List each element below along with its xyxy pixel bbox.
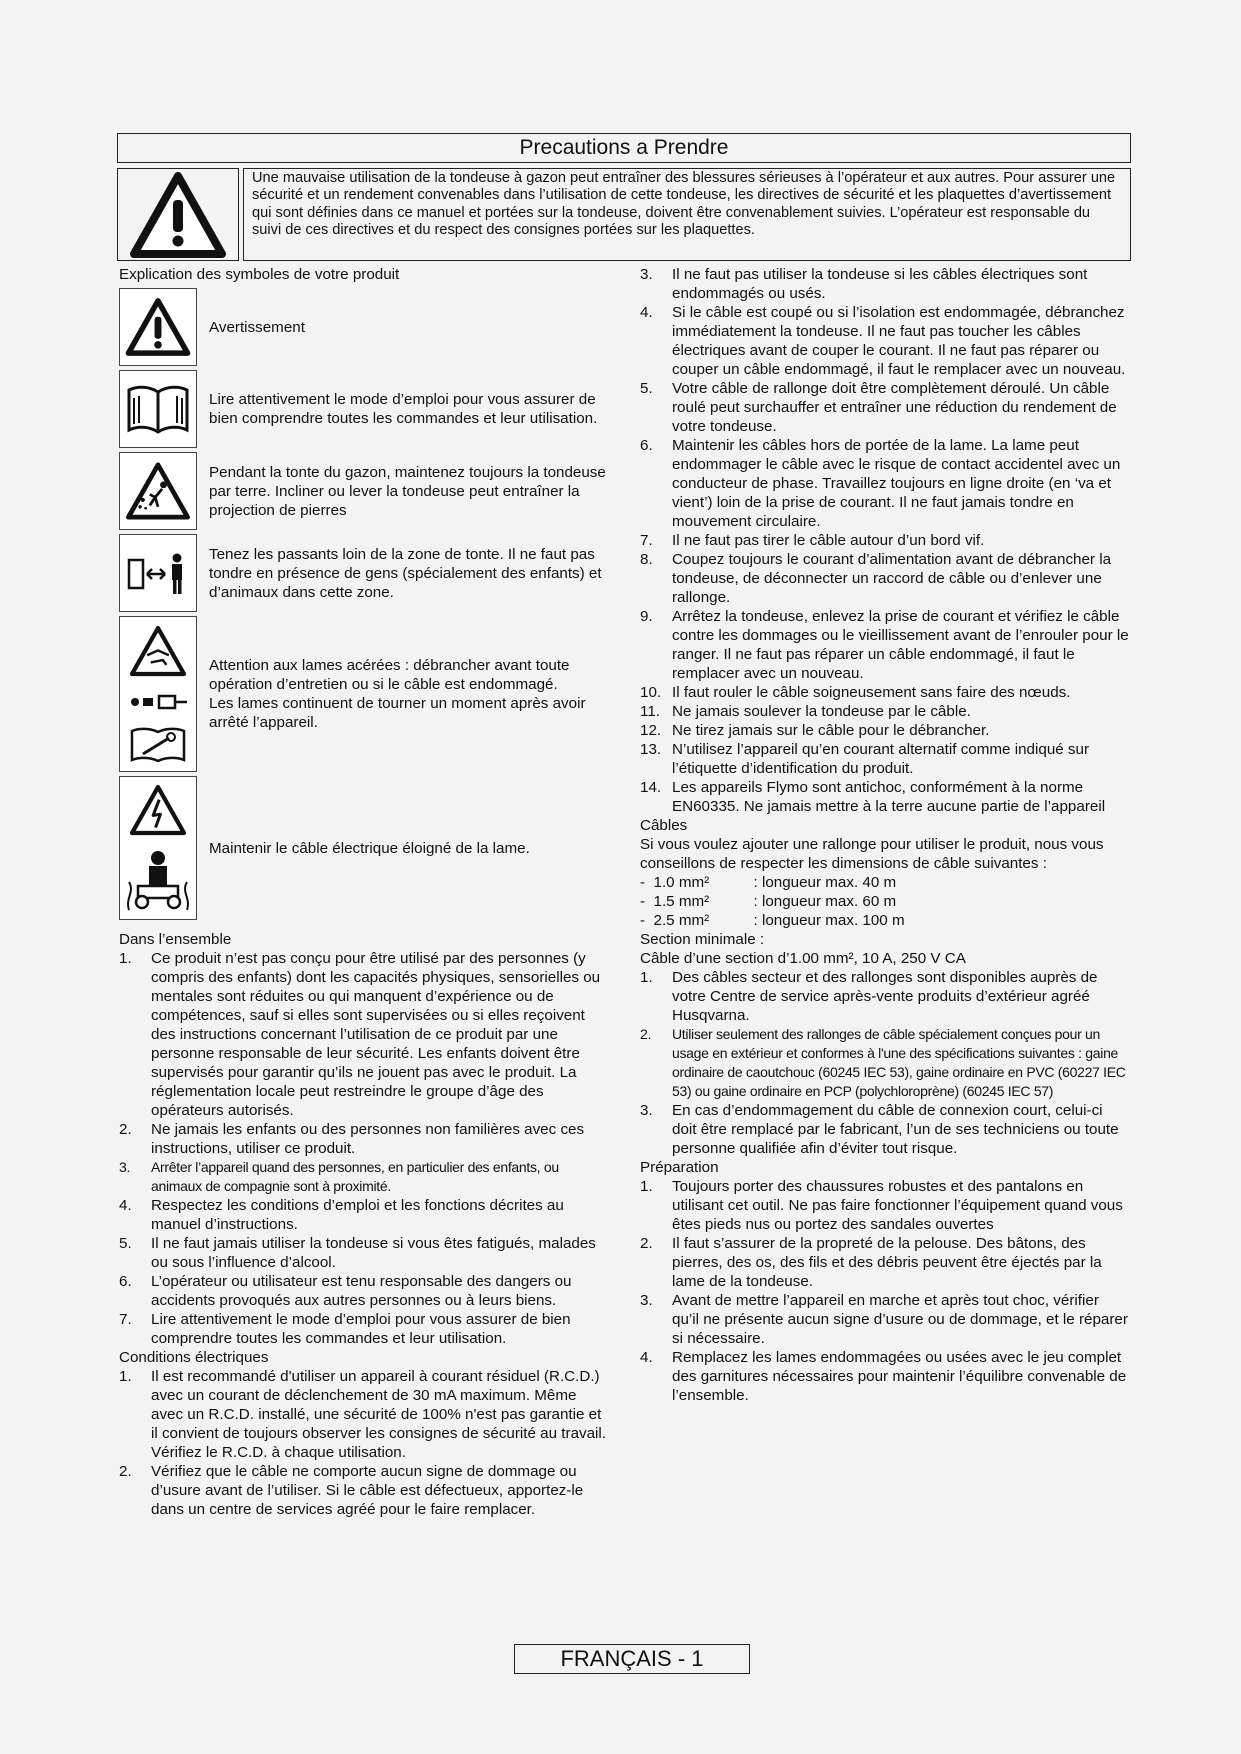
symbols-heading: Explication des symboles de votre produit — [119, 266, 400, 283]
symbol-text-main: Tenez les passants loin de la zone de tonte. Il ne faut pas tondre en présence de gens (spécialement des enfants) et d’animaux dans cette zone. — [209, 545, 602, 601]
list-item: 12. Ne tirez jamais sur le câble pour le débrancher. — [640, 722, 990, 739]
symbol-text — [199, 656, 609, 732]
warning-triangle-icon — [130, 172, 226, 258]
right-column — [640, 265, 1130, 1405]
list-item: 2. Vérifiez que le câble ne comporte aucun signe de dommage ou d’usure avant de l’utiliser. Si le câble est défectueux, apportez-le dans un centre de services agréé pour le faire remplacer. — [119, 1463, 584, 1518]
manual-book-icon — [125, 382, 191, 436]
list-item: 8. Coupez toujours le courant d’alimentation avant de débrancher la tondeuse, de déconnecter un raccord de câble ou d’enlever une rallonge. — [640, 551, 1112, 606]
left-column — [119, 265, 609, 1519]
list-item: 5. Il ne faut jamais utiliser la tondeuse si vous êtes fatigués, malades ou sous l’influence d’alcool. — [119, 1235, 596, 1271]
list-item: 9. Arrêtez la tondeuse, enlevez la prise de courant et vérifiez le câble contre les dommages ou le vieillissement avant de l’enrouler pour le ranger. Il ne faut pas réparer un câble endommagé, il faut le remplacer avec un nouveau. — [640, 608, 1129, 682]
list-item: 7. Lire attentivement le mode d’emploi pour vous assurer de bien comprendre toutes les commandes et leur utilisation. — [119, 1311, 571, 1347]
symbol-text: Lire attentivement le mode d’emploi pour vous assurer de bien comprendre toutes les commandes et leur utilisation. — [209, 391, 598, 427]
symbol-row — [119, 370, 609, 448]
symbol-row — [119, 776, 609, 920]
cables-heading: Câbles — [640, 817, 688, 834]
cable-spec-row: - 1.0 mm² : longueur max. 40 m — [640, 874, 897, 891]
main-warning-icon-box — [117, 168, 239, 261]
list-item: 2. Utiliser seulement des rallonges de câble spécialement conçues pour un usage en extérieur et conformes à l'une des spécifications suivantes : gaine ordinaire de caoutchouc (60245 IEC 53), gaine ordinaire en PVC (60227 IEC 53) ou gaine ordinaire en PCP (polychloroprène) (60245 IEC 57) — [640, 1026, 1126, 1099]
symbol-text-main: Attention aux lames acérées : débrancher avant toute opération d’entretien ou si le câble est endommagé. — [209, 657, 570, 693]
list-item: 2. Ne jamais les enfants ou des personnes non familières avec ces instructions, utiliser ce produit. — [119, 1121, 585, 1157]
list-item: 4. Si le câble est coupé ou si l’isolation est endommagée, débranchez immédiatement la tondeuse. Il ne faut pas toucher les câbles électriques avant de couper le courant. Il ne faut pas réparer ou couper un câble endommagé, il faut le remplacer avec un nouveau. — [640, 304, 1126, 378]
page-footer: FRANÇAIS - 1 — [514, 1644, 750, 1674]
list-item: 1. Toujours porter des chaussures robustes et des pantalons en utilisant cet outil. Ne pas faire fonctionner l’équipement quand vous êtes pieds nus ou portez des sandales ouvertes — [640, 1178, 1123, 1233]
symbol-text: Maintenir le câble électrique éloigné de la lame. — [209, 839, 530, 857]
symbol-row — [119, 534, 609, 612]
general-heading: Dans l’ensemble — [119, 931, 232, 948]
symbol-text: Avertissement — [209, 318, 305, 336]
list-item: 4. Respectez les conditions d’emploi et les fonctions décrites au manuel d’instructions. — [119, 1197, 564, 1233]
list-item: 4. Remplacez les lames endommagées ou usées avec le jeu complet des garnitures nécessaires pour maintenir l’équilibre convenable de l’ensemble. — [640, 1349, 1127, 1404]
cable-spec-row: - 1.5 mm² : longueur max. 60 m — [640, 893, 897, 910]
section-text: Câble d’une section d’1.00 mm², 10 A, 250 V CA — [640, 950, 966, 967]
symbol-text-secondary: Les lames continuent de tourner un moment après avoir arrêté l’appareil. — [209, 695, 586, 731]
list-item: 11. Ne jamais soulever la tondeuse par le câble. — [640, 703, 971, 720]
list-item: 1. Il est recommandé d'utiliser un appareil à courant résiduel (R.C.D.) avec un courant de déclenchement de 30 mA maximum. Même avec un R.C.D. installé, une sécurité de 100% n'est pas garantie et il convient de toujours observer les consignes de sécurité au travail. Vérifiez le R.C.D. à chaque utilisation. — [119, 1368, 607, 1461]
prep-list — [640, 1177, 1130, 1405]
list-item: 7. Il ne faut pas tirer le câble autour d’un bord vif. — [640, 532, 985, 549]
section-heading: Section minimale : — [640, 931, 765, 948]
cables-intro: Si vous voulez ajouter une rallonge pour utiliser le produit, nous vous conseillons de respecter les dimensions de câble suivantes : — [640, 836, 1104, 872]
prep-heading: Préparation — [640, 1159, 719, 1176]
symbol-text — [199, 545, 609, 602]
thrown-objects-icon — [125, 461, 191, 521]
cable-away-from-blade-icon — [123, 848, 193, 914]
list-item: 5. Votre câble de rallonge doit être complètement déroulé. Un câble roulé peut surchauffer et entraîner une réduction du rendement de votre tondeuse. — [640, 380, 1117, 435]
general-list — [119, 949, 609, 1348]
symbol-row — [119, 452, 609, 530]
page-title: Precautions a Prendre — [117, 133, 1131, 163]
symbol-row — [119, 288, 609, 366]
list-item: 3. Arrêter l’appareil quand des personnes, en particulier des enfants, ou animaux de compagnie sont à proximité. — [119, 1159, 559, 1194]
list-item: 3. Avant de mettre l’appareil en marche et après tout choc, vérifier qu’il ne présente aucun signe d’usure ou de dommage, et le réparer si nécessaire. — [640, 1292, 1128, 1347]
electric-heading: Conditions électriques — [119, 1349, 269, 1366]
list-item: 1. Des câbles secteur et des rallonges sont disponibles auprès de votre Centre de service après-vente produits d’extérieur agréé Husqvarna. — [640, 969, 1098, 1024]
cable-spec-row: - 2.5 mm² : longueur max. 100 m — [640, 912, 905, 929]
section-list — [640, 968, 1130, 1158]
warning-triangle-icon — [125, 297, 191, 357]
list-item: 3. Il ne faut pas utiliser la tondeuse si les câbles électriques sont endommagés ou usés. — [640, 266, 1088, 302]
list-item: 2. Il faut s’assurer de la propreté de la pelouse. Des bâtons, des pierres, des os, des fils et des débris peuvent être éjectés par la lame de la tondeuse. — [640, 1235, 1102, 1290]
electric-list-part1 — [119, 1367, 609, 1519]
electric-hazard-icon — [129, 783, 187, 837]
maintenance-manual-icon — [129, 726, 187, 764]
symbol-text: Pendant la tonte du gazon, maintenez toujours la tondeuse par terre. Incliner ou lever la tondeuse peut entraîner la projection de pierres — [209, 463, 606, 519]
list-item: 6. Maintenir les câbles hors de portée de la lame. La lame peut endommager le câble avec le risque de contact accidentel avec un conducteur de phase. Travaillez toujours en ligne droite (en ‘va et vient’) loin de la prise de courant. Il ne faut jamais tondre en mouvement circulaire. — [640, 437, 1121, 530]
list-item: 13. N’utilisez l’appareil qu’en courant alternatif comme indiqué sur l’étiquette d’identification du produit. — [640, 741, 1090, 777]
list-item: 14. Les appareils Flymo sont antichoc, conformément à la norme EN60335. Ne jamais mettre à la terre aucune partie de l’appareil — [640, 779, 1106, 815]
intro-text: Une mauvaise utilisation de la tondeuse à gazon peut entraîner des blessures sérieuses à l’opérateur et aux autres. Pour assurer une sécurité et un rendement convenables dans l’utilisation de cette tondeuse, les directives de sécurité et les plaquettes d’avertissement qui sont définies dans ce manuel et portées sur la tondeuse, doivent être convenablement suivies. L’opérateur est responsable du suivi de ces directives et du respect des consignes portées sur les plaquettes. — [243, 168, 1131, 261]
list-item: 1. Ce produit n’est pas conçu pour être utilisé par des personnes (y compris des enfants) dont les capacités physiques, sensorielles ou mentales sont réduites ou qui manquent d’expérience ou de compétences, sauf si elles sont supervisées ou si elles reçoivent des instructions concernant l’utilisation de ce produit par une personne responsable de leur sécurité. Les enfants doivent être supervisés pour garantir qu’ils ne jouent pas avec le produit. La réglementation locale peut restreindre le groupe d’âge des opérateurs autorisés. — [119, 950, 601, 1119]
keep-bystanders-away-icon — [123, 548, 193, 598]
list-item: 10. Il faut rouler le câble soigneusement sans faire des nœuds. — [640, 684, 1071, 701]
list-item: 6. L’opérateur ou utilisateur est tenu responsable des dangers ou accidents provoqués aux autres personnes ou à leurs biens. — [119, 1273, 572, 1309]
symbol-row — [119, 616, 609, 772]
unplug-icon — [127, 691, 189, 713]
list-item: 3. En cas d’endommagement du câble de connexion court, celui-ci doit être remplacé par le fabricant, l’un de ses techniciens ou toute personne qualifiée afin d’éviter tout risque. — [640, 1102, 1119, 1157]
sharp-blades-icon — [129, 624, 187, 678]
electric-list-part2 — [640, 265, 1130, 816]
